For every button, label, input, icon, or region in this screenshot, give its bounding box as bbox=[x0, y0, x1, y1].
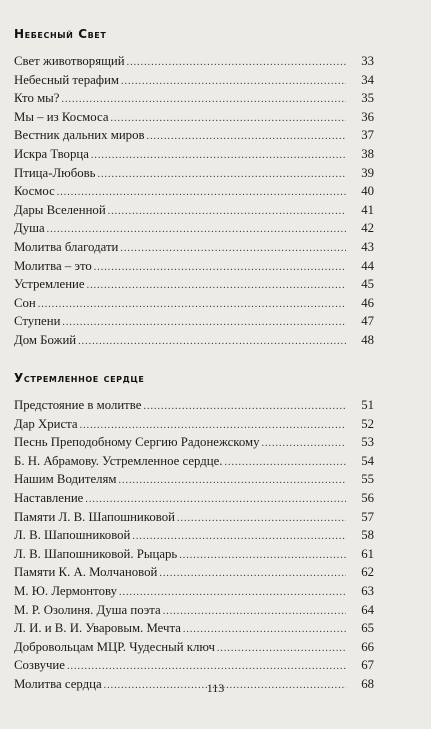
entry-page-number: 62 bbox=[361, 565, 374, 580]
entry-title: Кто мы? bbox=[14, 91, 60, 106]
entry-page-number: 33 bbox=[361, 54, 374, 68]
dot-leader bbox=[38, 296, 346, 315]
entry-title: Свет животворящий bbox=[14, 54, 125, 68]
toc-entry bbox=[14, 526, 374, 545]
entry-page-number: 38 bbox=[361, 146, 374, 161]
entry-page-number: 52 bbox=[361, 416, 374, 431]
entry-page-number: 55 bbox=[361, 472, 374, 487]
entry-page-number: 56 bbox=[361, 490, 374, 505]
section-title: Устремленное сердце bbox=[14, 371, 145, 385]
entry-title: Мы – из Космоса bbox=[14, 109, 109, 124]
entry-page-number: 54 bbox=[361, 453, 374, 468]
entry-title: Созвучие bbox=[14, 658, 65, 673]
toc-entry bbox=[14, 415, 374, 434]
entry-title: Памяти Л. В. Шапошниковой bbox=[14, 509, 175, 524]
entry-title: Дом Божий bbox=[14, 332, 77, 347]
toc-entry bbox=[14, 145, 374, 164]
entry-title: Космос bbox=[14, 184, 55, 199]
toc-entry bbox=[14, 638, 374, 657]
entry-page-number: 66 bbox=[361, 639, 374, 654]
entry-title: Л. В. Шапошниковой bbox=[14, 528, 131, 543]
dot-leader bbox=[120, 240, 346, 259]
entry-title: Нашим Водителям bbox=[14, 472, 117, 487]
toc-entry bbox=[14, 275, 374, 294]
dot-leader bbox=[121, 73, 346, 92]
entry-title: Л. В. Шапошниковой. Рыцарь bbox=[14, 546, 178, 561]
entry-page-number: 46 bbox=[361, 295, 374, 310]
entry-title: Устремление bbox=[14, 277, 85, 292]
toc-entry bbox=[14, 182, 374, 201]
toc-entry bbox=[14, 619, 374, 638]
entry-page-number: 51 bbox=[361, 398, 374, 412]
dot-leader bbox=[67, 658, 346, 677]
toc-entry bbox=[14, 601, 374, 620]
section-title: Небесный Свет bbox=[14, 27, 107, 41]
entry-page-number: 40 bbox=[361, 184, 374, 199]
toc-entry bbox=[14, 452, 374, 471]
dot-leader bbox=[111, 110, 346, 129]
entry-page-number: 57 bbox=[361, 509, 374, 524]
toc-entry bbox=[14, 238, 374, 257]
entry-page-number: 36 bbox=[361, 109, 374, 124]
toc-entry bbox=[14, 257, 374, 276]
entry-title: Предстояние в молитве bbox=[14, 398, 142, 412]
dot-leader bbox=[225, 454, 347, 473]
entry-page-number: 42 bbox=[361, 221, 374, 236]
dot-leader bbox=[62, 314, 346, 333]
entry-title: Сон bbox=[14, 295, 36, 310]
dot-leader bbox=[147, 128, 346, 147]
toc-entry bbox=[14, 294, 374, 313]
dot-leader bbox=[87, 277, 346, 296]
entry-title: Вестник дальних миров bbox=[14, 128, 145, 143]
entry-title: Молитва – это bbox=[14, 258, 92, 273]
toc-entry bbox=[14, 219, 374, 238]
entry-page-number: 37 bbox=[361, 128, 374, 143]
toc-entry bbox=[14, 396, 374, 415]
entry-page-number: 45 bbox=[361, 277, 374, 292]
toc-entry bbox=[14, 126, 374, 145]
toc-entry bbox=[14, 108, 374, 127]
entry-title: Дар Христа bbox=[14, 416, 78, 431]
toc-entry bbox=[14, 52, 374, 71]
dot-leader bbox=[78, 333, 346, 352]
entry-page-number: 48 bbox=[361, 332, 374, 347]
toc-entry bbox=[14, 489, 374, 508]
toc-entry bbox=[14, 71, 374, 90]
dot-leader bbox=[127, 54, 346, 73]
dot-leader bbox=[91, 147, 346, 166]
entry-page-number: 39 bbox=[361, 165, 374, 180]
toc-entry bbox=[14, 470, 374, 489]
entry-page-number: 61 bbox=[361, 546, 374, 561]
toc-entry bbox=[14, 331, 374, 350]
toc-entry bbox=[14, 563, 374, 582]
entry-title: Душа bbox=[14, 221, 45, 236]
entry-title: Л. И. и В. И. Уваровым. Мечта bbox=[14, 621, 181, 636]
entry-page-number: 53 bbox=[361, 435, 374, 450]
entry-title: Искра Творца bbox=[14, 146, 89, 161]
dot-leader bbox=[143, 398, 346, 417]
entry-page-number: 65 bbox=[361, 621, 374, 636]
entry-title: М. Ю. Лермонтову bbox=[14, 583, 117, 598]
dot-leader bbox=[108, 203, 346, 222]
entry-title: Добровольцам МЦР. Чудесный ключ bbox=[14, 639, 215, 654]
entry-title: Небесный терафим bbox=[14, 72, 120, 87]
entry-page-number: 67 bbox=[361, 658, 374, 673]
dot-leader bbox=[119, 472, 347, 491]
entry-title: Памяти К. А. Молчановой bbox=[14, 565, 158, 580]
entry-page-number: 44 bbox=[361, 258, 374, 273]
entry-title: Б. Н. Абрамову. Устремленное сердце. bbox=[14, 453, 223, 468]
entry-title: Молитва сердца bbox=[14, 676, 102, 691]
entry-page-number: 43 bbox=[361, 239, 374, 254]
entry-page-number: 68 bbox=[361, 676, 374, 691]
toc-list bbox=[14, 52, 374, 350]
entry-page-number: 41 bbox=[361, 202, 374, 217]
toc-entry bbox=[14, 89, 374, 108]
entry-title: Молитва благодати bbox=[14, 239, 119, 254]
entry-page-number: 34 bbox=[361, 72, 374, 87]
entry-title: Песнь Преподобному Сергию Радонежскому bbox=[14, 435, 260, 450]
toc-entry bbox=[14, 201, 374, 220]
dot-leader bbox=[159, 565, 346, 584]
entry-page-number: 58 bbox=[361, 528, 374, 543]
entry-title: Дары Вселенной bbox=[14, 202, 106, 217]
entry-title: Птица-Любовь bbox=[14, 165, 96, 180]
entry-title: М. Р. Озолиня. Душа поэта bbox=[14, 602, 161, 617]
entry-title: Наставление bbox=[14, 490, 84, 505]
dot-leader bbox=[94, 259, 346, 278]
dot-leader bbox=[217, 640, 346, 659]
entry-title: Ступени bbox=[14, 314, 61, 329]
entry-page-number: 63 bbox=[361, 583, 374, 598]
toc-list bbox=[14, 396, 374, 694]
dot-leader bbox=[262, 435, 347, 454]
toc-entry bbox=[14, 508, 374, 527]
page-number: 113 bbox=[206, 681, 225, 695]
dot-leader bbox=[98, 166, 347, 185]
toc-entry bbox=[14, 164, 374, 183]
entry-page-number: 64 bbox=[361, 602, 374, 617]
dot-leader bbox=[163, 603, 346, 622]
dot-leader bbox=[177, 510, 346, 529]
entry-page-number: 47 bbox=[361, 314, 374, 329]
toc-entry bbox=[14, 656, 374, 675]
toc-entry bbox=[14, 545, 374, 564]
toc-entry bbox=[14, 433, 374, 452]
entry-page-number: 35 bbox=[361, 91, 374, 106]
toc-entry bbox=[14, 582, 374, 601]
dot-leader bbox=[179, 547, 346, 566]
toc-entry bbox=[14, 312, 374, 331]
